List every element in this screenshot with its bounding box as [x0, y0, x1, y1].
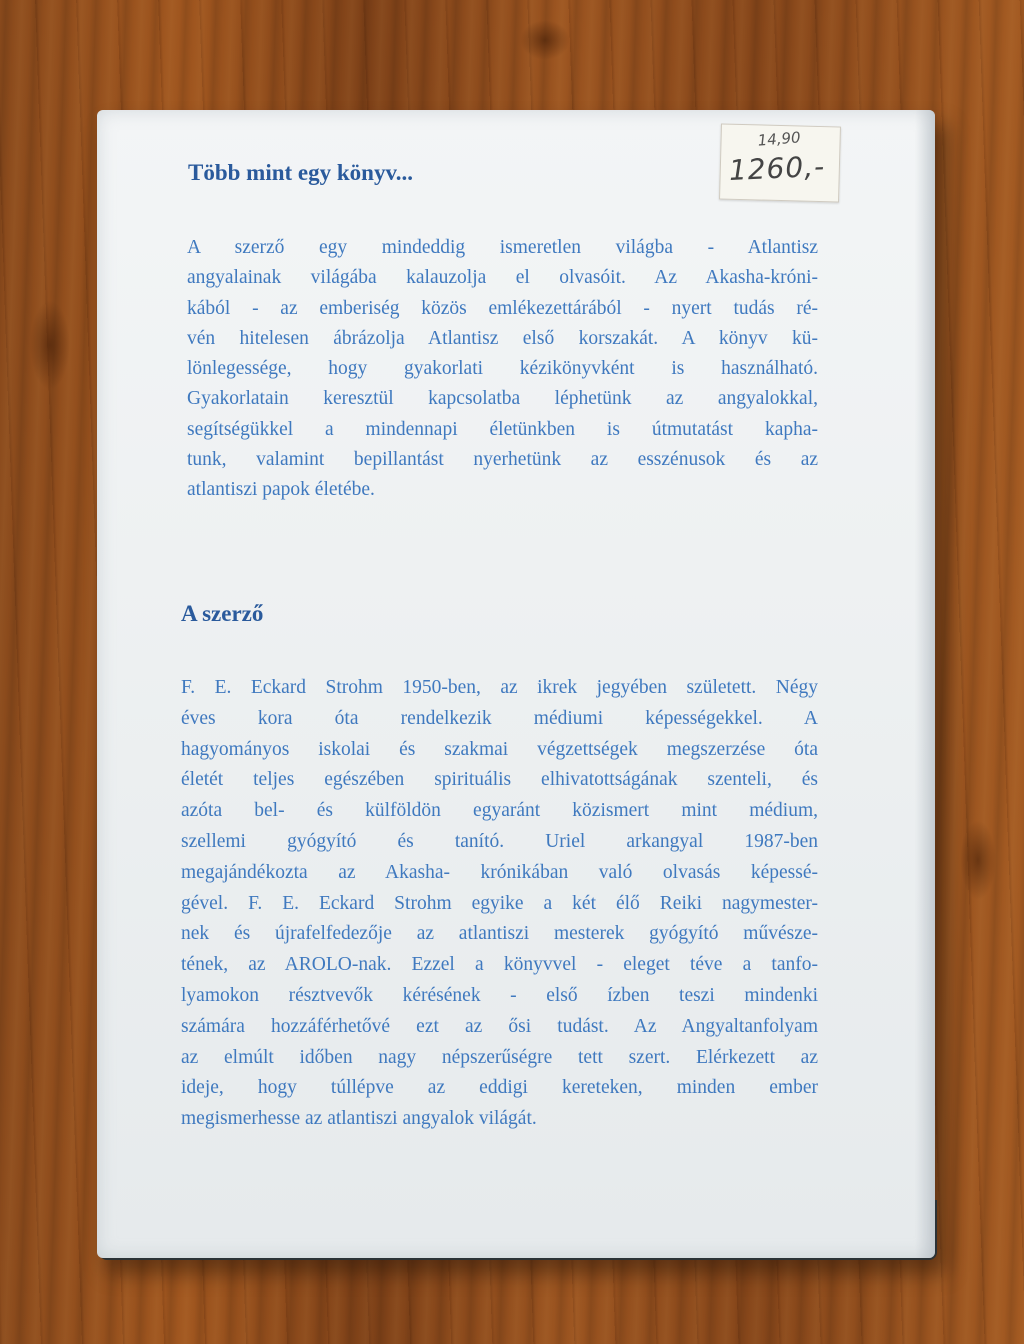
- text-line: tunk, valamint bepillantást nyerhetünk az esszénusok és az: [187, 449, 818, 471]
- text-line: szellemi gyógyító és tanító. Uriel arkangyal 1987-ben: [181, 830, 818, 852]
- text-line: Gyakorlatain keresztül kapcsolatba léphetünk az angyalokkal,: [187, 388, 818, 410]
- text-line: gével. F. E. Eckard Strohm egyike a két élő Reiki nagymester-: [181, 892, 818, 914]
- text-line: számára hozzáférhetővé ezt az ősi tudást. Az Angyaltanfolyam: [181, 1015, 818, 1037]
- text-line: ideje, hogy túllépve az eddigi kereteken, minden ember: [181, 1077, 818, 1099]
- wood-knot: [30, 300, 70, 390]
- text-line: lyamokon résztvevők kérésének - első ízben teszi mindenki: [181, 984, 818, 1006]
- text-line: azóta bel- és külföldön egyaránt közismert mint médium,: [181, 800, 818, 822]
- text-line: vén hitelesen ábrázolja Atlantisz első korszakát. A könyv kü-: [187, 327, 818, 349]
- text-line: megismerhesse az atlantiszi angyalok világát.: [181, 1108, 537, 1130]
- wood-knot: [960, 820, 996, 900]
- author-bio-paragraph: [181, 673, 818, 1135]
- text-line: az elmúlt időben nagy népszerűségre tett szert. Elérkezett az: [181, 1046, 818, 1068]
- text-line: hagyományos iskolai és szakmai végzettségek megszerzése óta: [181, 738, 818, 760]
- text-line: megajándékozta az Akasha- krónikában való olvasás képessé-: [181, 861, 818, 883]
- price-value: 1260,-: [728, 149, 826, 188]
- text-line: tének, az AROLO-nak. Ezzel a könyvvel - eleget téve a tanfo-: [181, 954, 818, 976]
- wood-knot: [520, 20, 570, 60]
- text-line: kából - az emberiség közös emlékezettárából - nyert tudás ré-: [187, 297, 818, 319]
- text-line: atlantiszi papok életébe.: [187, 479, 375, 501]
- section-heading-author: A szerző: [181, 601, 264, 626]
- blurb-paragraph: [187, 233, 818, 506]
- price-note: 14,90: [756, 128, 802, 150]
- text-line: segítségükkel a mindennapi életünkben is útmutatást kapha-: [187, 418, 818, 440]
- text-line: angyalainak világába kalauzolja el olvasóit. Az Akasha-króni-: [187, 267, 818, 289]
- text-line: életét teljes egészében spirituális elhivatottságának szenteli, és: [181, 769, 818, 791]
- text-line: lönlegessége, hogy gyakorlati kézikönyvként is használható.: [187, 358, 818, 380]
- text-line: nek és újrafelfedezője az atlantiszi mesterek gyógyító művésze-: [181, 923, 818, 945]
- section-heading-more-than-a-book: Több mint egy könyv...: [188, 160, 413, 185]
- text-line: éves kora óta rendelkezik médiumi képességekkel. A: [181, 707, 818, 729]
- book-right-edge: [915, 110, 935, 1258]
- text-line: F. E. Eckard Strohm 1950-ben, az ikrek jegyében született. Négy: [181, 677, 818, 698]
- price-sticker: [719, 123, 841, 202]
- text-line: A szerző egy mindeddig ismeretlen világba - Atlantisz: [187, 237, 818, 258]
